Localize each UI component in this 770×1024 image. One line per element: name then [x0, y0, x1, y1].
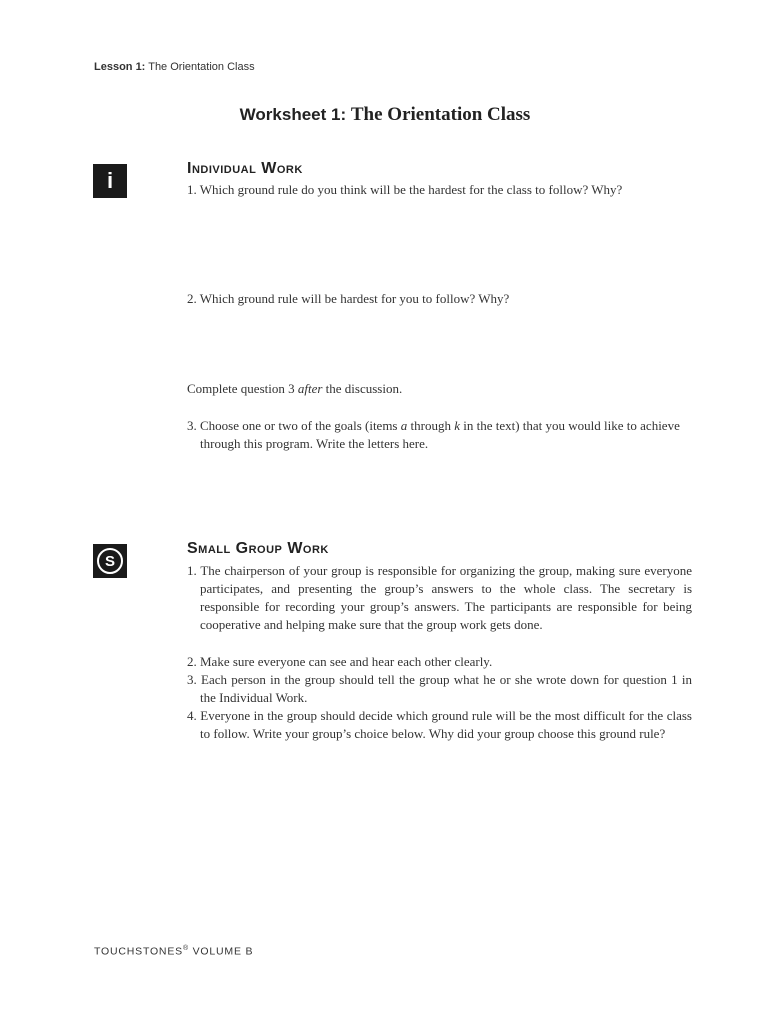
footer-brand: TOUCHSTONES: [94, 945, 183, 958]
question-3-part1: 3. Choose one or two of the goals (items: [187, 418, 401, 433]
s-circle-icon: [97, 548, 123, 574]
worksheet-number: Worksheet 1:: [239, 105, 347, 124]
question-3-item-k: k: [454, 418, 460, 433]
worksheet-name: The Orientation Class: [350, 104, 531, 125]
lesson-title: The Orientation Class: [148, 61, 255, 73]
question-2: 2. Which ground rule will be hardest for you to follow? Why?: [187, 291, 510, 306]
small-group-icon: [93, 544, 127, 578]
individual-work-heading: Individual Work: [187, 160, 303, 177]
small-group-work-heading: Small Group Work: [187, 540, 329, 557]
question-3-item-a: a: [400, 418, 408, 433]
page-footer: [94, 945, 253, 958]
note-text-end: the discussion.: [322, 381, 403, 396]
worksheet-title: [0, 104, 770, 126]
running-head: [94, 61, 255, 73]
note-complete-after: [187, 380, 679, 398]
question-3: [187, 417, 692, 453]
s-icon-glyph: S: [104, 552, 115, 570]
lesson-number: Lesson 1:: [94, 61, 146, 73]
question-3-part3: in the text) that you would like to achieve through this program. Write the letters here.: [200, 418, 680, 451]
info-icon: [93, 164, 127, 198]
question-1: 1. Which ground rule do you think will be the hardest for the class to follow? Why?: [187, 182, 623, 197]
group-item-2: 2. Make sure everyone can see and hear each other clearly.: [187, 654, 493, 669]
question-3-part2: through: [407, 418, 455, 433]
note-text-start: Complete question 3: [187, 381, 298, 396]
note-emphasis: after: [297, 381, 323, 396]
group-item-3: 3. Each person in the group should tell the group what he or she wrote down for question 1 in the Individual Work.: [187, 672, 692, 705]
registered-mark: ®: [182, 945, 189, 952]
group-item-4: 4. Everyone in the group should decide which ground rule will be the most difficult for the class to follow. Write your group’s choice below. Why did your group choose this ground rule?: [187, 708, 692, 741]
group-item-1: 1. The chairperson of your group is responsible for organizing the group, making sure everyone participates, and presenting the group’s answers to the whole class. The secretary is responsible for recording your group’s answers. The participants are responsible for being cooperative and helping make sure that the group work gets done.: [187, 563, 692, 632]
footer-volume: VOLUME B: [188, 945, 254, 958]
info-icon-glyph: i: [106, 168, 114, 193]
